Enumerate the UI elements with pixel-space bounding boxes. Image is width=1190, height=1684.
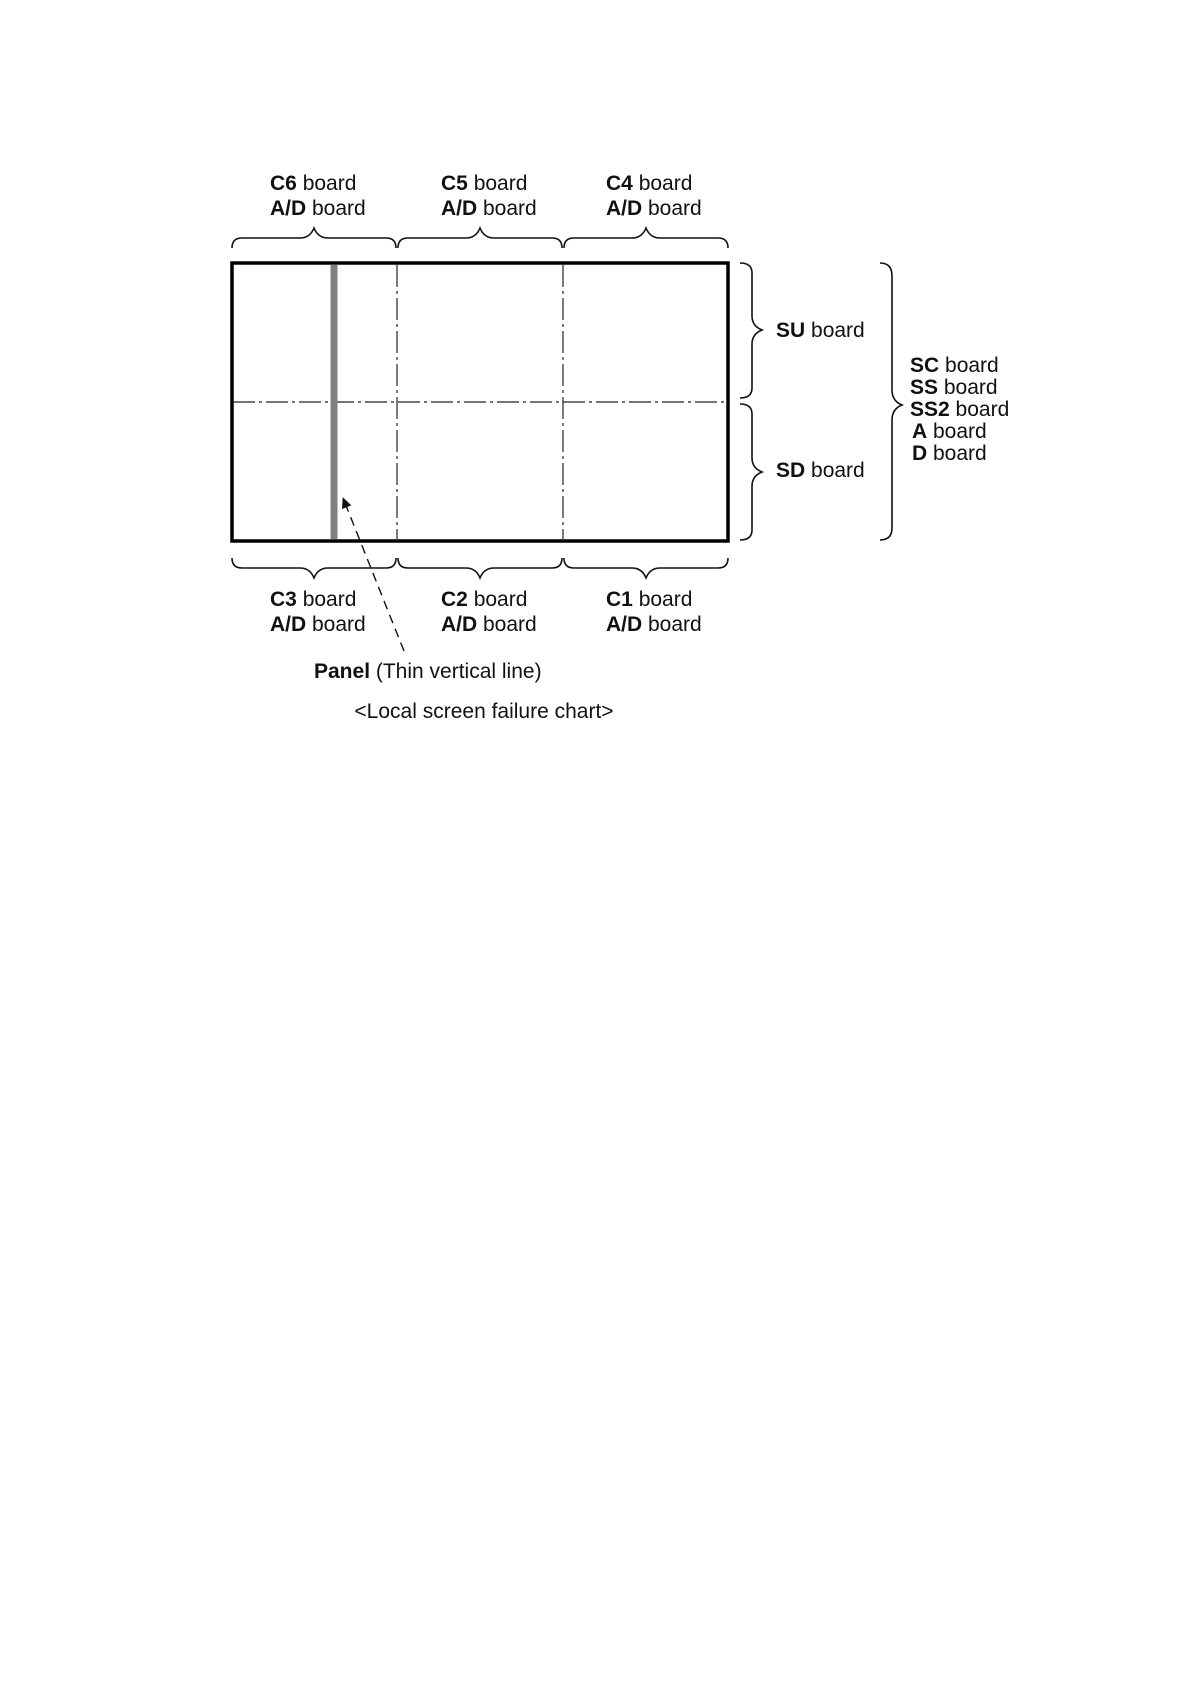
label-d: D board	[912, 442, 987, 465]
right-braces	[740, 263, 762, 540]
brace-bottom-c2	[398, 558, 562, 578]
label-sd: SD board	[776, 459, 865, 482]
label-sc: SC board	[910, 354, 999, 377]
brace-su	[740, 263, 762, 398]
bottom-labels	[270, 588, 702, 636]
brace-far-right	[880, 263, 902, 540]
label-a: A board	[912, 420, 987, 443]
top-labels	[270, 172, 702, 220]
label-c4-ad: A/D board	[606, 197, 702, 220]
label-c6: C6 board	[270, 172, 357, 195]
brace-sd	[740, 404, 762, 540]
screen	[232, 263, 728, 541]
label-c5: C5 board	[441, 172, 528, 195]
right-labels	[776, 319, 865, 482]
far-right-labels	[910, 354, 1009, 465]
label-c4: C4 board	[606, 172, 693, 195]
label-c3-ad: A/D board	[270, 613, 366, 636]
label-ss2: SS2 board	[910, 398, 1010, 421]
label-c2: C2 board	[441, 588, 528, 611]
label-panel-callout: Panel (Thin vertical line)	[314, 660, 542, 683]
label-c5-ad: A/D board	[441, 197, 537, 220]
chart-title: <Local screen failure chart>	[354, 700, 614, 723]
label-c2-ad: A/D board	[441, 613, 537, 636]
label-su: SU board	[776, 319, 865, 342]
brace-top-c5	[398, 228, 562, 248]
brace-bottom-c3	[232, 558, 396, 578]
brace-bottom-c1	[564, 558, 728, 578]
label-c1-ad: A/D board	[606, 613, 702, 636]
label-c3: C3 board	[270, 588, 357, 611]
bottom-braces	[232, 558, 728, 578]
brace-top-c4	[564, 228, 728, 248]
label-ss: SS board	[910, 376, 998, 399]
label-c1: C1 board	[606, 588, 693, 611]
top-braces	[232, 228, 728, 248]
label-c6-ad: A/D board	[270, 197, 366, 220]
brace-top-c6	[232, 228, 396, 248]
